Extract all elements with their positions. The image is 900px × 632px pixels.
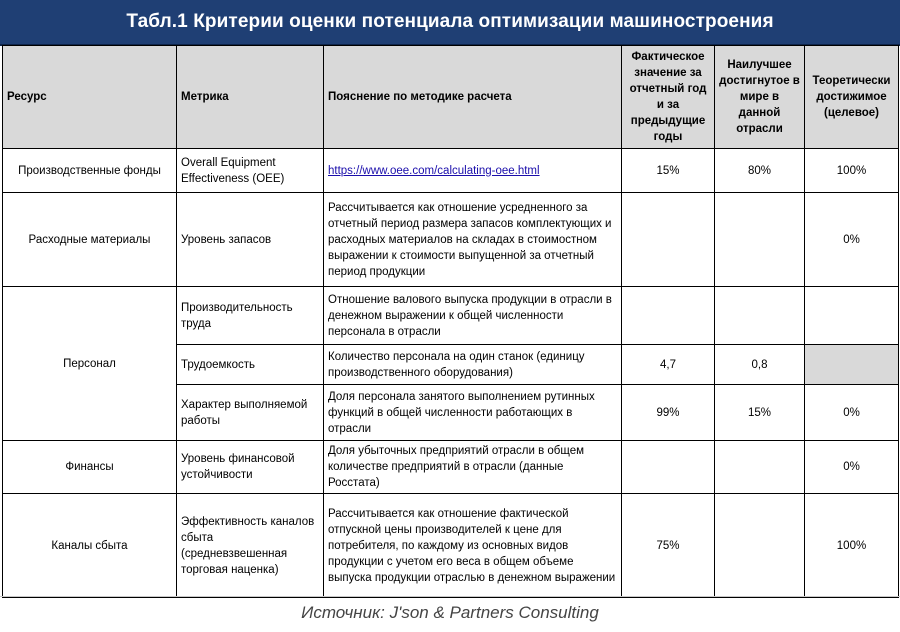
metric-cell: Трудоемкость <box>177 345 324 385</box>
explanation-cell: Рассчитывается как отношение усредненного за отчетный период размера запасов комплектующих и расходных материалов на складах в стоимостном выражении к стоимости выпущенной за отчетный период продукции <box>324 193 622 287</box>
resource-cell: Каналы сбыта <box>3 494 177 598</box>
target-cell: 0% <box>805 385 899 441</box>
actual-cell <box>622 441 715 494</box>
actual-cell: 15% <box>622 149 715 193</box>
header-target: Теоретически достижимое (целевое) <box>805 46 899 149</box>
target-cell: 0% <box>805 441 899 494</box>
target-cell: 0% <box>805 193 899 287</box>
metric-cell: Уровень запасов <box>177 193 324 287</box>
table-row <box>3 149 899 193</box>
source-caption: Источник: J'son & Partners Consulting <box>301 603 599 622</box>
actual-cell <box>622 287 715 345</box>
table-row <box>3 287 899 345</box>
target-cell <box>805 345 899 385</box>
actual-cell: 99% <box>622 385 715 441</box>
header-explanation: Пояснение по методике расчета <box>324 46 622 149</box>
resource-cell: Финансы <box>3 441 177 494</box>
best-cell <box>715 193 805 287</box>
table-row <box>3 193 899 287</box>
header-best: Наилучшее достигнутое в мире в данной отрасли <box>715 46 805 149</box>
oee-link[interactable]: https://www.oee.com/calculating-oee.html <box>328 164 540 177</box>
metric-cell: Производительность труда <box>177 287 324 345</box>
best-cell: 15% <box>715 385 805 441</box>
criteria-table <box>2 45 899 598</box>
resource-cell: Производственные фонды <box>3 149 177 193</box>
target-cell <box>805 287 899 345</box>
target-cell: 100% <box>805 149 899 193</box>
table-row <box>3 441 899 494</box>
explanation-cell: Количество персонала на один станок (единицу производственного оборудования) <box>324 345 622 385</box>
best-cell: 80% <box>715 149 805 193</box>
header-actual: Фактическое значение за отчетный год и за предыдущие годы <box>622 46 715 149</box>
best-cell <box>715 494 805 598</box>
actual-cell <box>622 193 715 287</box>
metric-cell: Overall Equipment Effectiveness (OEE) <box>177 149 324 193</box>
metric-cell: Уровень финансовой устойчивости <box>177 441 324 494</box>
metric-cell: Эффективность каналов сбыта (средневзвешенная торговая наценка) <box>177 494 324 598</box>
resource-cell: Расходные материалы <box>3 193 177 287</box>
table-title: Табл.1 Критерии оценки потенциала оптимизации машиностроения <box>0 0 900 46</box>
actual-cell: 4,7 <box>622 345 715 385</box>
metric-cell: Характер выполняемой работы <box>177 385 324 441</box>
best-cell <box>715 441 805 494</box>
best-cell <box>715 287 805 345</box>
best-cell: 0,8 <box>715 345 805 385</box>
explanation-cell: Рассчитывается как отношение фактической отпускной цены производителей к цене для потребителя, по каждому из основных видов продукции с учетом его веса в общем объеме выпуска продукции отраслью в денежном выражении <box>324 494 622 598</box>
resource-cell: Персонал <box>3 287 177 441</box>
explanation-cell: Доля убыточных предприятий отрасли в общем количестве предприятий в отрасли (данные Росстата) <box>324 441 622 494</box>
header-metric: Метрика <box>177 46 324 149</box>
header-resource: Ресурс <box>3 46 177 149</box>
target-cell: 100% <box>805 494 899 598</box>
explanation-cell: Доля персонала занятого выполнением рутинных функций в общей численности работающих в отрасли <box>324 385 622 441</box>
explanation-cell <box>324 149 622 193</box>
divider <box>0 596 900 597</box>
actual-cell: 75% <box>622 494 715 598</box>
explanation-cell: Отношение валового выпуска продукции в отрасли в денежном выражении к общей численности персонала в отрасли <box>324 287 622 345</box>
table-row <box>3 494 899 598</box>
header-row <box>3 46 899 149</box>
